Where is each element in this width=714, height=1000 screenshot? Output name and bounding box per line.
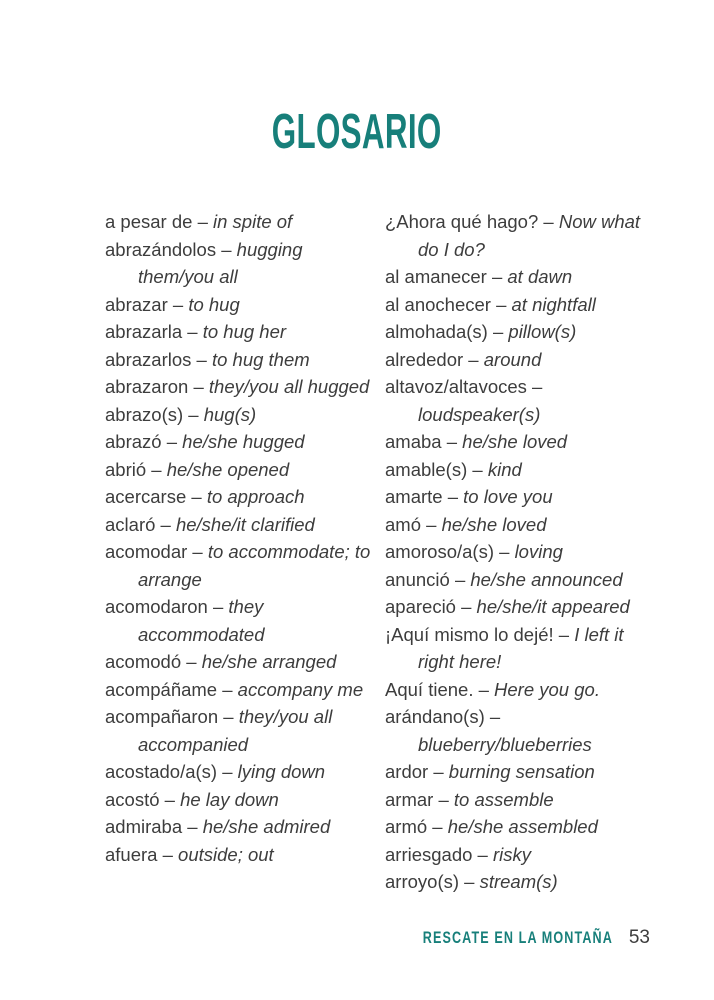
- glossary-entry: [105, 291, 377, 319]
- term-translation-separator: –: [427, 816, 448, 837]
- glossary-translation: to hug them: [211, 348, 310, 370]
- glossary-translation: Here you go.: [494, 678, 600, 700]
- glossary-term: abrazaron: [105, 376, 189, 397]
- glossary-entry: [105, 813, 377, 841]
- glossary-term: acomodaron: [105, 596, 208, 617]
- glossary-entry: [105, 401, 377, 429]
- glossary-term: acomodar: [105, 541, 188, 562]
- glossary-translation: stream(s): [479, 871, 558, 892]
- glossary-entry: [105, 841, 377, 869]
- glossary-translation: he lay down: [180, 788, 279, 810]
- glossary-translation: to accommodate; to arrange: [138, 541, 371, 590]
- glossary-entry: [105, 703, 377, 758]
- page-title-wrap: [0, 105, 714, 159]
- glossary-term: amaba: [385, 431, 442, 452]
- term-translation-separator: –: [155, 513, 176, 535]
- page-footer: [0, 927, 650, 949]
- glossary-translation: burning sensation: [448, 761, 595, 782]
- glossary-translation: at nightfall: [511, 293, 596, 315]
- glossary-entry: [105, 208, 377, 236]
- term-translation-separator: –: [473, 678, 495, 700]
- glossary-term: abrió: [105, 458, 147, 480]
- glossary-term: afuera: [105, 843, 158, 865]
- glossary-entry: [105, 318, 377, 346]
- glossary-translation: to assemble: [453, 788, 554, 810]
- term-translation-separator: –: [455, 596, 477, 617]
- glossary-entry: [385, 868, 647, 896]
- glossary-term: admiraba: [105, 816, 183, 837]
- glossary-entry: [105, 676, 377, 704]
- glossary-term: apareció: [385, 596, 456, 617]
- term-translation-separator: –: [188, 376, 209, 397]
- footer-book-title: RESCATE EN LA MONTAÑA: [422, 928, 613, 947]
- term-translation-separator: –: [216, 238, 237, 260]
- term-translation-separator: –: [459, 871, 480, 892]
- glossary-translation: he/she/it clarified: [175, 513, 315, 535]
- glossary-entry: [385, 373, 647, 428]
- term-translation-separator: –: [161, 431, 183, 452]
- glossary-translation: in spite of: [213, 211, 293, 232]
- glossary-entry: [385, 428, 647, 456]
- glossary-term: ¡Aquí mismo lo dejé!: [385, 623, 554, 645]
- glossary-term: amable(s): [385, 458, 468, 480]
- glossary-term: arriesgado: [385, 843, 473, 865]
- term-translation-separator: –: [187, 541, 208, 562]
- term-translation-separator: –: [421, 513, 442, 535]
- glossary-term: a pesar de: [105, 211, 193, 232]
- glossary-translation: he/she/it appeared: [476, 596, 630, 617]
- glossary-entry: [105, 346, 377, 374]
- term-translation-separator: –: [472, 843, 493, 865]
- term-translation-separator: –: [191, 348, 212, 370]
- glossary-translation: he/she announced: [470, 568, 623, 590]
- glossary-entry: [385, 813, 647, 841]
- term-translation-separator: –: [463, 348, 484, 370]
- term-translation-separator: –: [167, 293, 189, 315]
- glossary-translation: Now what do I do?: [418, 211, 641, 260]
- glossary-translation: he/she opened: [166, 458, 290, 480]
- glossary-entry: [105, 456, 377, 484]
- glossary-translation: he/she arranged: [201, 651, 337, 672]
- glossary-term: abrazándolos: [105, 238, 217, 260]
- glossary-translation: he/she hugged: [182, 431, 305, 452]
- glossary-term: abrazó: [105, 431, 162, 452]
- glossary-entry: [105, 428, 377, 456]
- glossary-entry: [385, 538, 647, 566]
- glossary-term: arroyo(s): [385, 871, 460, 892]
- glossary-term: ¿Ahora qué hago?: [385, 211, 539, 232]
- term-translation-separator: –: [449, 568, 471, 590]
- glossary-entry: [105, 786, 377, 814]
- glossary-translation: risky: [493, 843, 532, 865]
- term-translation-separator: –: [182, 816, 203, 837]
- glossary-translation: he/she loved: [441, 513, 547, 535]
- glossary-entry: [385, 566, 647, 594]
- term-translation-separator: –: [159, 788, 181, 810]
- glossary-entry: [385, 593, 647, 621]
- term-translation-separator: –: [186, 486, 207, 507]
- glossary-translation: to love you: [463, 486, 553, 507]
- glossary-term: abrazo(s): [105, 403, 184, 425]
- glossary-translation: they/you all hugged: [208, 376, 370, 397]
- glossary-translation: I left it right here!: [418, 623, 624, 672]
- glossary-column-right: [385, 208, 647, 896]
- glossary-term: arándano(s): [385, 706, 485, 727]
- glossary-translation: hug(s): [203, 403, 257, 425]
- glossary-term: almohada(s): [385, 321, 488, 342]
- term-translation-separator: –: [217, 678, 238, 700]
- glossary-term: abrazarlos: [105, 348, 192, 370]
- glossary-term: acostó: [105, 788, 160, 810]
- glossary-term: Aquí tiene.: [385, 678, 474, 700]
- glossary-translation: he/she admired: [202, 816, 331, 837]
- glossary-term: altavoz/altavoces: [385, 376, 527, 397]
- glossary-translation: loudspeaker(s): [418, 403, 541, 425]
- term-translation-separator: –: [192, 211, 214, 232]
- glossary-entry: [105, 758, 377, 786]
- term-translation-separator: –: [538, 211, 559, 232]
- glossary-entry: [385, 841, 647, 869]
- glossary-translation: pillow(s): [508, 321, 577, 342]
- term-translation-separator: –: [487, 321, 509, 342]
- glossary-entry: [385, 318, 647, 346]
- glossary-term: abrazar: [105, 293, 168, 315]
- footer-page-number: 53: [628, 927, 650, 948]
- glossary-entry: [105, 483, 377, 511]
- glossary-term: al anochecer: [385, 293, 491, 315]
- glossary-column-left: [105, 208, 377, 868]
- term-translation-separator: –: [493, 541, 515, 562]
- glossary-entry: [105, 593, 377, 648]
- term-translation-separator: –: [146, 458, 167, 480]
- glossary-term: abrazarla: [105, 321, 183, 342]
- glossary-entry: [385, 703, 647, 758]
- term-translation-separator: –: [181, 651, 202, 672]
- glossary-term: acercarse: [105, 486, 187, 507]
- glossary-translation: around: [483, 348, 542, 370]
- term-translation-separator: –: [157, 843, 179, 865]
- glossary-term: amarte: [385, 486, 443, 507]
- glossary-translation: he/she assembled: [447, 816, 598, 837]
- glossary-entry: [385, 291, 647, 319]
- glossary-entry: [385, 758, 647, 786]
- term-translation-separator: –: [433, 788, 454, 810]
- glossary-entry: [105, 648, 377, 676]
- glossary-columns: [105, 208, 647, 896]
- glossary-entry: [385, 208, 647, 263]
- term-translation-separator: –: [442, 486, 464, 507]
- glossary-term: anunció: [385, 568, 450, 590]
- glossary-translation: outside; out: [178, 843, 274, 865]
- glossary-term: amoroso/a(s): [385, 541, 494, 562]
- glossary-translation: he/she loved: [462, 431, 568, 452]
- term-translation-separator: –: [441, 431, 463, 452]
- glossary-translation: they/you all accompanied: [138, 706, 333, 755]
- glossary-term: armar: [385, 788, 434, 810]
- glossary-translation: to approach: [206, 486, 305, 507]
- term-translation-separator: –: [217, 761, 238, 782]
- term-translation-separator: –: [182, 321, 203, 342]
- glossary-term: acompáñame: [105, 678, 218, 700]
- page-title: GLOSARIO: [272, 105, 442, 159]
- glossary-entry: [105, 538, 377, 593]
- glossary-term: ardor: [385, 761, 429, 782]
- glossary-entry: [385, 456, 647, 484]
- term-translation-separator: –: [484, 706, 501, 727]
- term-translation-separator: –: [486, 266, 508, 287]
- glossary-translation: to hug: [188, 293, 240, 315]
- glossary-translation: hugging them/you all: [138, 238, 303, 287]
- glossary-translation: at dawn: [507, 266, 573, 287]
- term-translation-separator: –: [526, 376, 543, 397]
- term-translation-separator: –: [183, 403, 204, 425]
- term-translation-separator: –: [207, 596, 229, 617]
- glossary-term: armó: [385, 816, 428, 837]
- glossary-term: acomodó: [105, 651, 182, 672]
- glossary-entry: [105, 511, 377, 539]
- term-translation-separator: –: [428, 761, 449, 782]
- term-translation-separator: –: [218, 706, 239, 727]
- glossary-translation: accompany me: [237, 678, 364, 700]
- glossary-term: alrededor: [385, 348, 464, 370]
- glossary-term: al amanecer: [385, 266, 487, 287]
- glossary-entry: [385, 676, 647, 704]
- term-translation-separator: –: [553, 623, 575, 645]
- glossary-translation: kind: [487, 458, 522, 480]
- glossary-entry: [105, 236, 377, 291]
- glossary-entry: [385, 346, 647, 374]
- glossary-translation: to hug her: [202, 321, 287, 342]
- term-translation-separator: –: [490, 293, 512, 315]
- glossary-translation: blueberry/blueberries: [418, 733, 592, 755]
- glossary-term: acompañaron: [105, 706, 219, 727]
- term-translation-separator: –: [467, 458, 488, 480]
- glossary-entry: [385, 511, 647, 539]
- glossary-term: aclaró: [105, 513, 156, 535]
- glossary-entry: [105, 373, 377, 401]
- glossary-translation: lying down: [237, 761, 326, 782]
- glossary-entry: [385, 786, 647, 814]
- glossary-term: acostado/a(s): [105, 761, 218, 782]
- glossary-entry: [385, 263, 647, 291]
- glossary-term: amó: [385, 513, 421, 535]
- glossary-translation: they accommodated: [138, 596, 265, 645]
- glossary-translation: loving: [514, 541, 563, 562]
- glossary-entry: [385, 621, 647, 676]
- glossary-entry: [385, 483, 647, 511]
